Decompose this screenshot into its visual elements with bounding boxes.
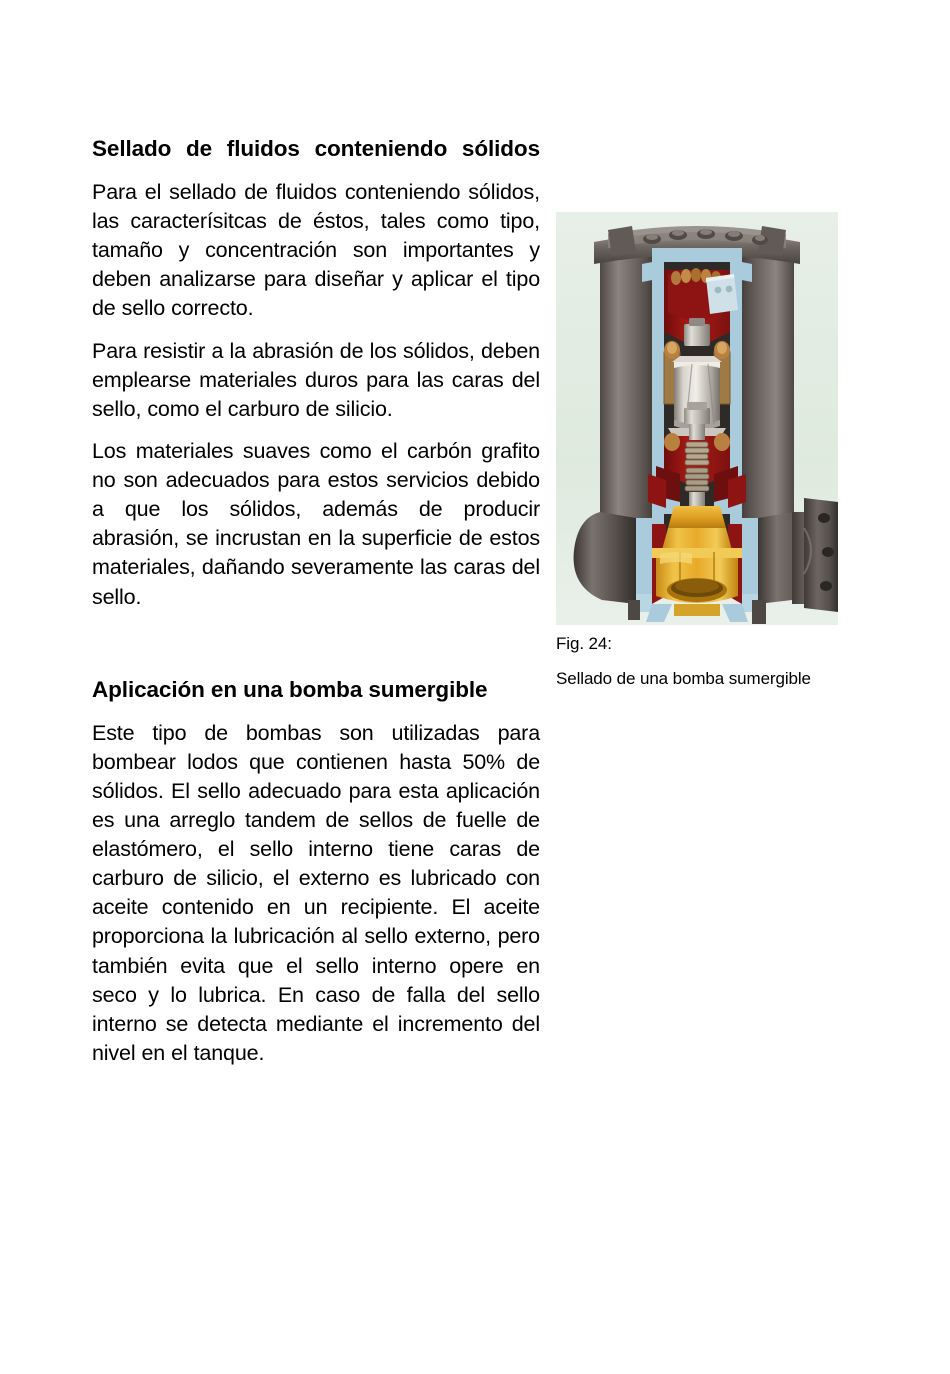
paragraph-carbon-grafito: Los materiales suaves como el carbón grafito no son adecuados para estos servicios debido a que los sólidos, además de producir abrasión, se incrustan en la superficie de estos materiales, dañando severamente las caras del sello.	[92, 438, 540, 609]
paragraph-materiales-duros: Para resistir a la abrasión de los sólidos, deben emplearse materiales duros para las caras del sello, como el carburo de silicio.	[92, 338, 540, 421]
paragraph-bomba-sumergible: Este tipo de bombas son utilizadas para bombear lodos que contienen hasta 50% de sólidos. El sello adecuado para esta aplicación es una arreglo tandem de sellos de fuelle de elastómero, el sello interno tiene caras de carburo de silicio, el externo es lubricado con aceite contenido en un recipiente. El aceite proporciona la lubricación al sello externo, pero también evita que el sello interno opere en seco y lo lubrica. En caso de falla del sello interno se detecta mediante el incremento del nivel en el tanque.	[92, 720, 540, 1065]
text-column	[92, 134, 540, 1068]
pump-cutaway-illustration	[556, 212, 838, 625]
figure-24	[556, 212, 838, 690]
section-heading-sellado-solidos: Sellado de fluidos conteniendo sólidos	[92, 136, 540, 161]
paragraph-caracteristicas-solidos: Para el sellado de fluidos conteniendo sólidos, las caracterísitcas de éstos, tales como tipo, tamaño y concentración son importantes y deben analizarse para diseñar y aplicar el tipo de sello correcto.	[92, 179, 540, 321]
submersible-pump-cutaway-photo	[556, 212, 838, 625]
figure-label: Fig. 24:	[556, 634, 612, 653]
section-heading-aplicacion-bomba: Aplicación en una bomba sumergible	[92, 676, 488, 702]
figure-caption: Sellado de una bomba sumergible	[556, 669, 811, 689]
section-spacer	[92, 625, 540, 675]
